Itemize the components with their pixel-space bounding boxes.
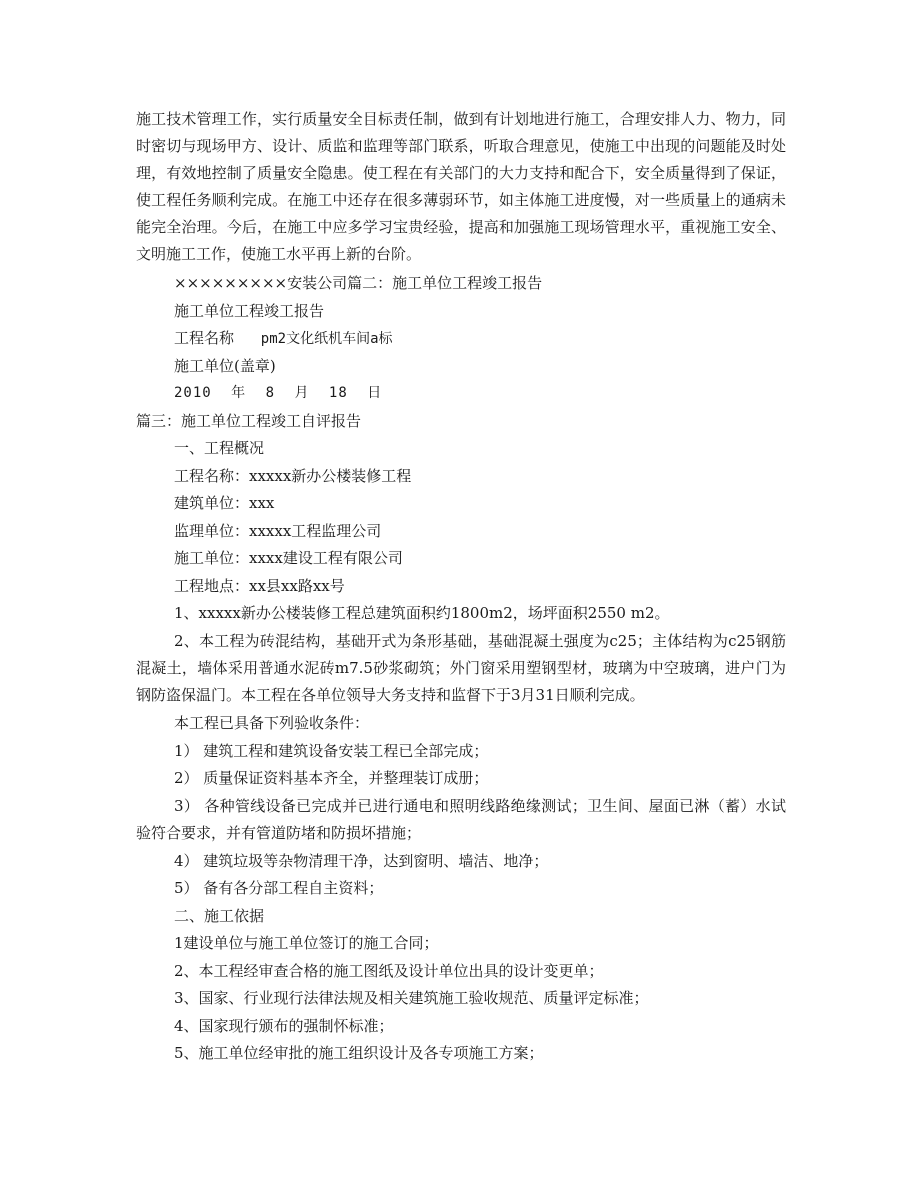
basis-4: 4、国家现行颁布的强制怀标准； [174,1017,394,1035]
overview-project-name: 工程名称：xxxxx新办公楼装修工程 [174,467,412,485]
date-month-unit: 月 [294,385,310,401]
section-2-heading: 二、施工依据 [174,907,265,925]
overview-item-1: 1、xxxxx新办公楼装修工程总建筑面积约1800m2，场坪面积2550 m2。 [174,604,670,622]
condition-3: 3） 各种管线设备已完成并已进行通电和照明线路绝缘测试；卫生间、屋面已淋（蓄）水试验符合要求，并有管道防堵和防损坏措施； [136,797,786,842]
date-year: 2010 [174,385,212,401]
basis-3: 3、国家、行业现行法律法规及相关建筑施工验收规范、质量评定标准； [174,989,649,1007]
date-line [174,380,392,407]
company-line: ×××××××××安装公司篇二：施工单位工程竣工报告 [174,274,543,292]
basis-2: 2、本工程经审查合格的施工图纸及设计单位出具的设计变更单； [174,962,604,980]
overview-builder: 建筑单位：xxx [174,494,275,512]
basis-1: 1建设单位与施工单位签订的施工合同； [174,934,439,952]
conditions-intro: 本工程已具备下列验收条件： [174,714,370,732]
report-title: 施工单位工程竣工报告 [174,302,325,320]
date-month: 8 [265,385,276,401]
section-1-heading: 一、工程概况 [174,439,265,457]
date-year-unit: 年 [231,385,247,401]
condition-1: 1） 建筑工程和建筑设备安装工程已全部完成； [174,742,489,760]
project-name-label: 工程名称 [174,329,235,347]
date-day: 18 [328,385,348,401]
date-day-unit: 日 [367,385,383,401]
contractor-line: 施工单位(盖章) [174,357,276,375]
intro-paragraph: 施工技术管理工作，实行质量安全目标责任制，做到有计划地进行施工，合理安排人力、物力，同时密切与现场甲方、设计、质监和监理等部门联系，听取合理意见，使施工中出现的问题能及时处理，有效地控制了质量安全隐患。使工程在有关部门的大力支持和配合下，安全质量得到了保证，使工程任务顺利完成。在施工中还存在很多薄弱环节，如主体施工进度慢，对一些质量上的通病未能完全治理。今后，在施工中应多学习宝贵经验，提高和加强施工现场管理水平，重视施工安全、文明施工工作，使施工水平再上新的台阶。 [136,110,786,263]
part3-title: 篇三：施工单位工程竣工自评报告 [136,412,362,430]
overview-location: 工程地点：xx县xx路xx号 [174,577,345,595]
project-name-line [174,325,393,352]
overview-supervisor: 监理单位：xxxxx工程监理公司 [174,522,382,540]
condition-4: 4） 建筑垃圾等杂物清理干净，达到窗明、墙洁、地净； [174,852,549,870]
overview-construct-unit: 施工单位：xxxx建设工程有限公司 [174,549,403,567]
condition-2: 2） 质量保证资料基本齐全，并整理装订成册； [174,769,489,787]
overview-item-2: 2、本工程为砖混结构，基础开式为条形基础，基础混凝土强度为c25；主体结构为c25钢筋混凝土，墙体采用普通水泥砖m7.5砂浆砌筑；外门窗采用塑钢型材，玻璃为中空玻璃，进户门为钢防盗保温门。本工程在各单位领导大务支持和监督下于3月31日顺利完成。 [136,632,786,704]
project-name-value: pm2文化纸机车间a标 [260,331,393,347]
condition-5: 5） 备有各分部工程自主资料； [174,879,384,897]
basis-5: 5、施工单位经审批的施工组织设计及各专项施工方案； [174,1044,544,1062]
